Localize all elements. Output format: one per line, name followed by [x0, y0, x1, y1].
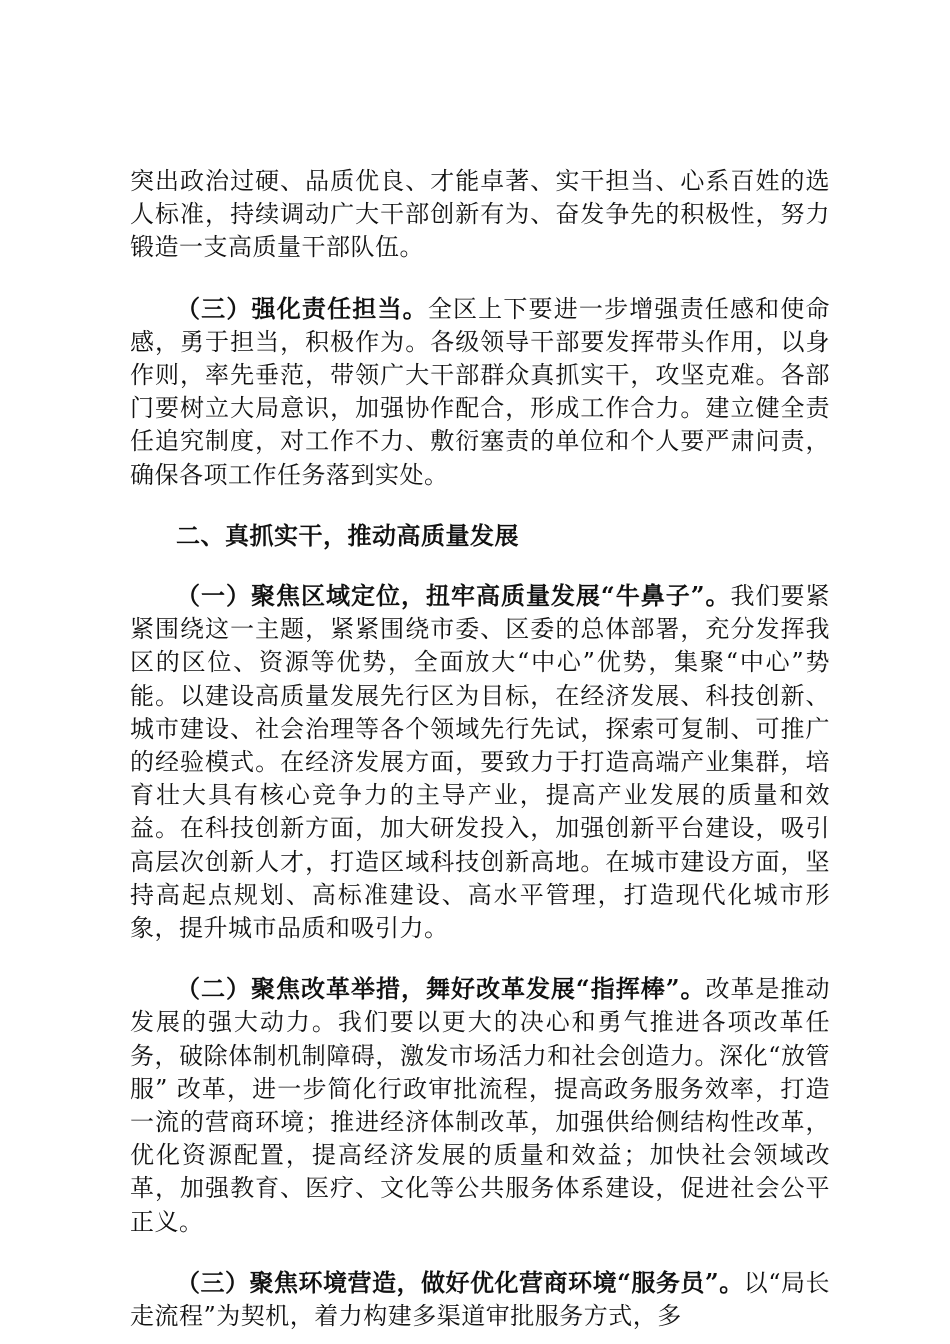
section-heading: 二、真抓实干，推动高质量发展: [176, 520, 519, 550]
paragraph-lead: （三）聚焦环境营造，做好优化营商环境“服务员”。: [176, 1267, 744, 1297]
document-page: [130, 165, 830, 1333]
paragraph-lead: （二）聚焦改革举措，舞好改革发展“指挥棒”。: [176, 974, 706, 1004]
paragraph-body: 全区上下要进一步增强责任感和使命感，勇于担当，积极作为。各级领导干部要发挥带头作用，以身作则，率先垂范，带领广大干部群众真抓实干，攻坚克难。各部门要树立大局意识，加强协作配合，形成工作合力。建立健全责任追究制度，对工作不力、敷衍塞责的单位和个人要严肃问责，确保各项工作任务落到实处。: [130, 294, 831, 489]
paragraph-continued: [130, 165, 830, 265]
paragraph-lead: （三）强化责任担当。: [176, 293, 428, 323]
paragraph-body: 我们要紧紧围绕这一主题，紧紧围绕市委、区委的总体部署，充分发挥我区的区位、资源等优势，全面放大“中心”优势，集聚“中心”势能。以建设高质量发展先行区为目标，在经济发展、科技创新、城市建设、社会治理等各个领域先行先试，探索可复制、可推广的经验模式。在经济发展方面，要致力于打造高端产业集群，培育壮大具有核心竞争力的主导产业，提高产业发展的质量和效益。在科技创新方面，加大研发投入，加强创新平台建设，吸引高层次创新人才，打造区域科技创新高地。在城市建设方面，坚持高起点规划、高标准建设、高水平管理，打造现代化城市形象，提升城市品质和吸引力。: [130, 582, 831, 943]
paragraph-regional-positioning: [130, 579, 830, 945]
paragraph-body: 突出政治过硬、品质优良、才能卓著、实干担当、心系百姓的选人标准，持续调动广大干部创新有为、奋发争先的积极性，努力锻造一支高质量干部队伍。: [130, 167, 830, 262]
paragraph-body: 改革是推动发展的强大动力。我们要以更大的决心和勇气推进各项改革任务，破除体制机制障碍，激发市场活力和社会创造力。深化“放管服” 改革，进一步简化行政审批流程，提高政务服务效率，打造一流的营商环境；推进经济体制改革，加强供给侧结构性改革，优化资源配置，提高经济发展的质量和效益；加快社会领域改革，加强教育、医疗、文化等公共服务体系建设，促进社会公平正义。: [130, 975, 830, 1236]
paragraph-lead: （一）聚焦区域定位，扭牢高质量发展“牛鼻子”。: [176, 581, 731, 611]
paragraph-strengthen-responsibility: [130, 292, 830, 492]
paragraph-reform-measures: [130, 972, 830, 1239]
paragraph-business-environment: [130, 1266, 830, 1333]
paragraph-body: 以“局长走流程”为契机，着力构建多渠道审批服务方式，多: [130, 1268, 831, 1331]
